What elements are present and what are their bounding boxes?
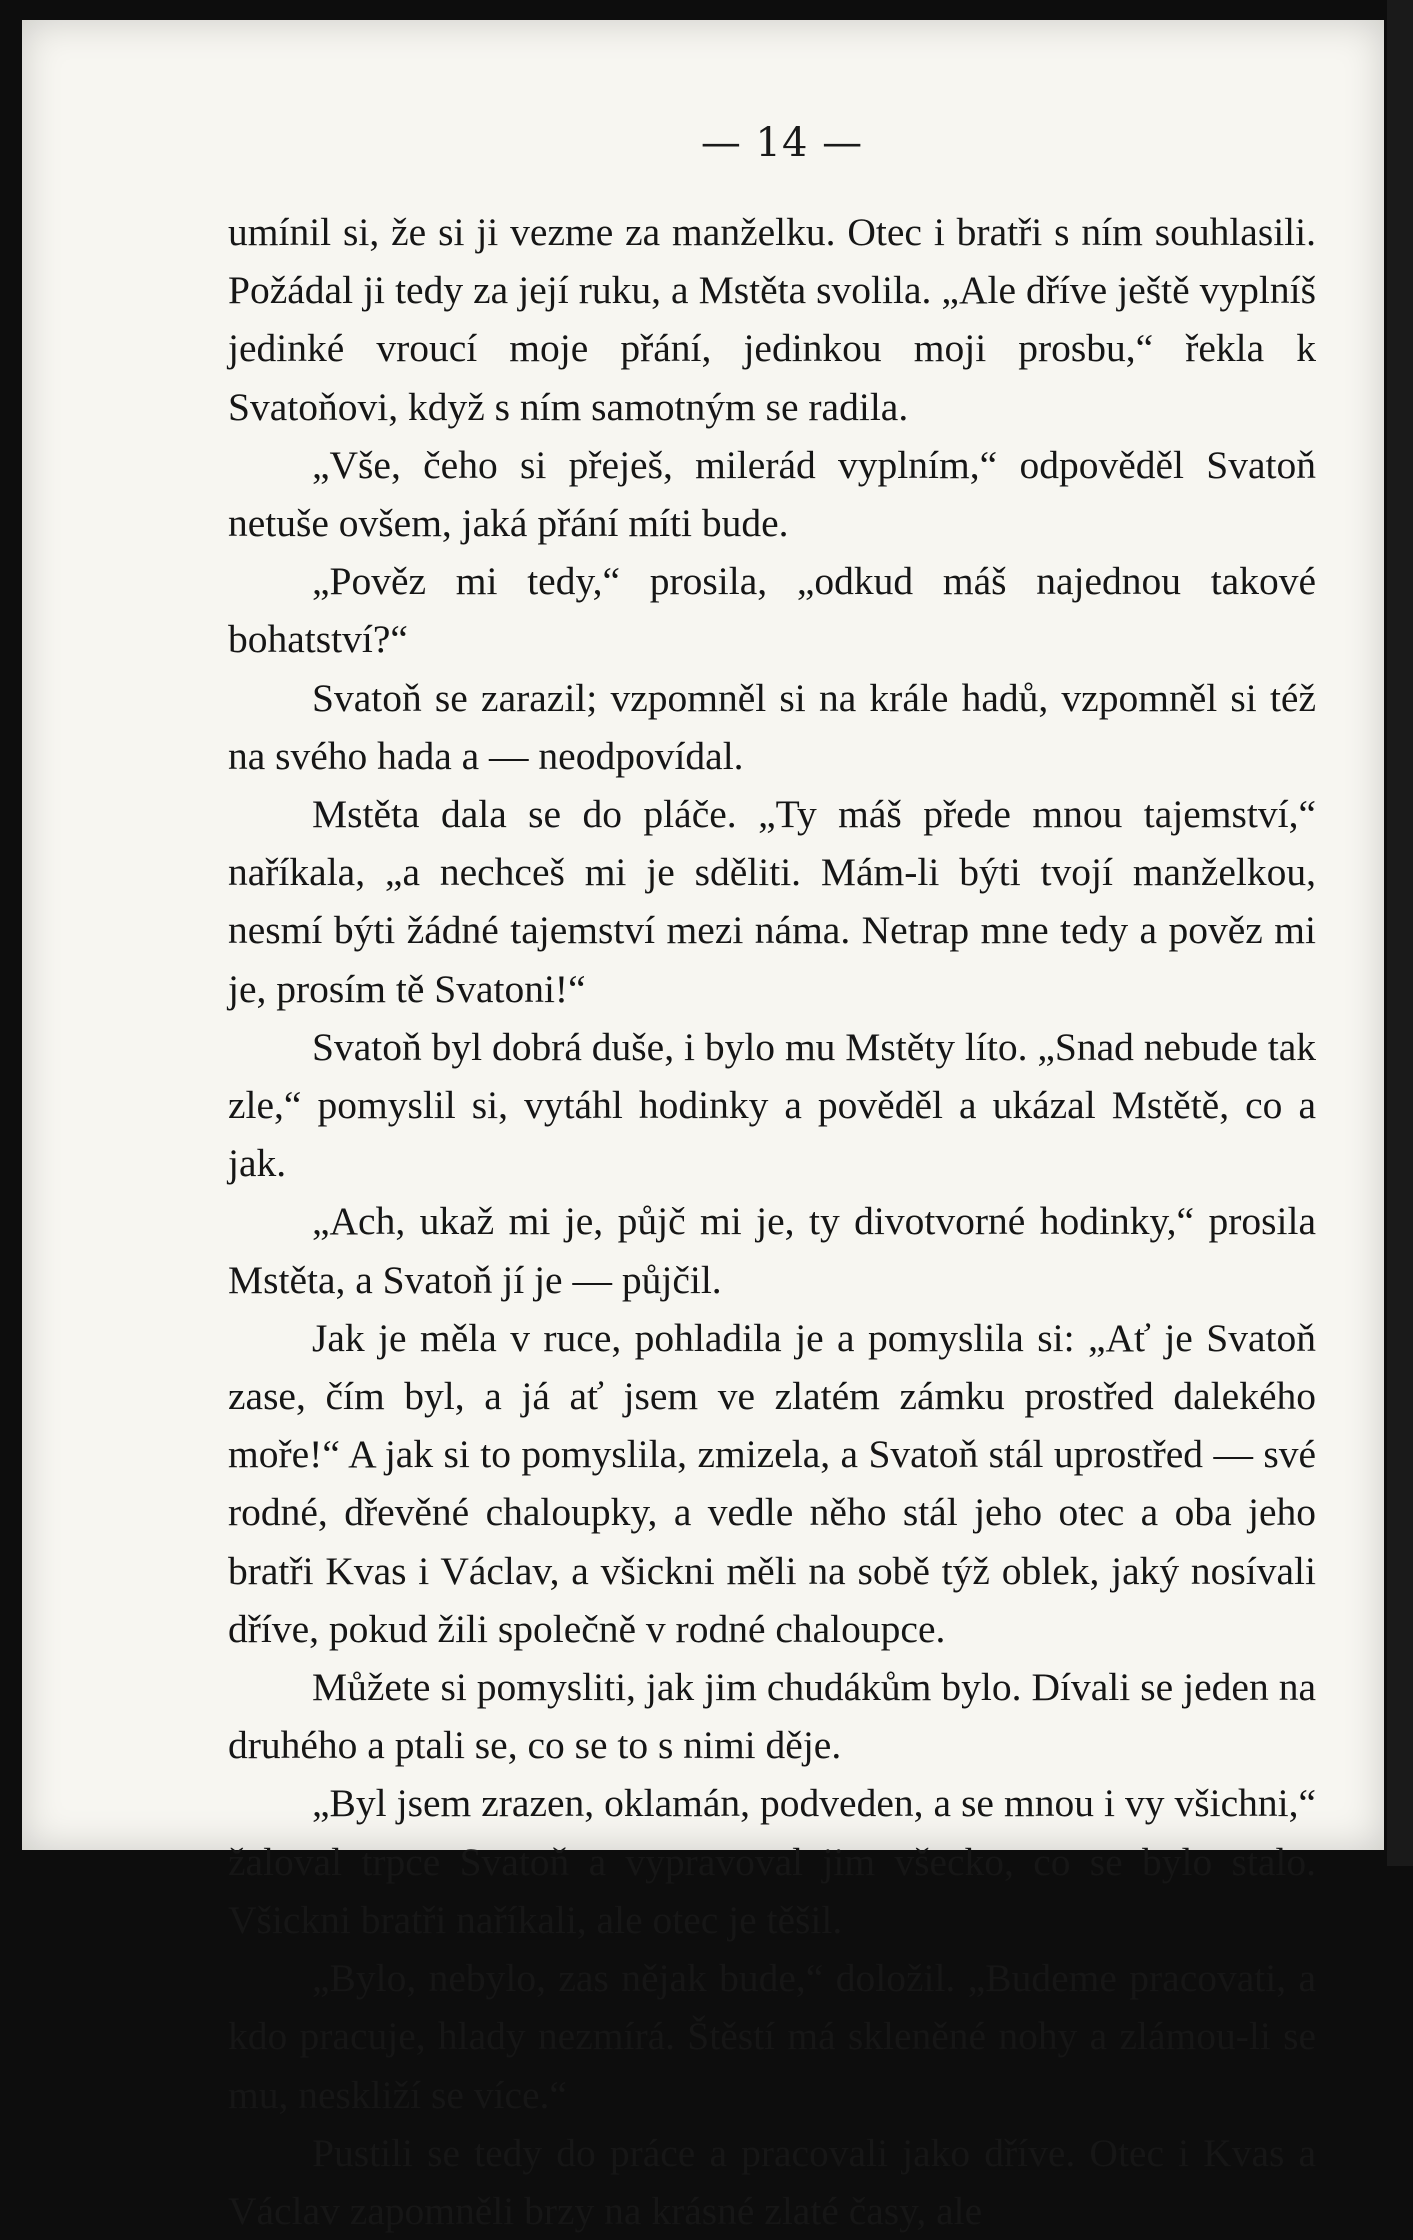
paragraph: Můžete si pomysliti, jak jim chudákům bylo. Dívali se jeden na druhého a ptali se, co se to s nimi děje. xyxy=(228,1665,1316,1768)
paragraph: „Byl jsem zrazen, oklamán, podveden, a se mnou i vy všichni,“ žaloval trpce Svatoň a vypravoval jim všecko, co se bylo stalo. Všickni bratři naříkali, ale otec je těšil. xyxy=(228,1781,1316,1942)
paragraph: „Vše, čeho si přeješ, milerád vyplním,“ odpověděl Svatoň netuše ovšem, jaká přání míti bude. xyxy=(228,442,1316,546)
paragraph: „Bylo, nebylo, zas nějak bude,“ doložil. „Budeme pracovati, a kdo pracuje, hlady nezmírá. Štěstí má skleněné nohy a zlámou-li se mu, neskliží se více.“ xyxy=(228,1956,1316,2117)
book-page xyxy=(22,20,1384,2233)
paragraph: Svatoň byl dobrá duše, i bylo mu Mstěty líto. „Snad nebude tak zle,“ pomyslil si, vytáhl hodinky a pověděl a ukázal Mstětě, co a jak. xyxy=(228,1024,1316,1186)
page-number: — 14 — xyxy=(700,120,864,166)
paragraph: umínil si, že si ji vezme za manželku. Otec i bratři s ním souhlasili. Požádal ji tedy za její ruku, a Mstěta svolila. „Ale dříve ještě vyplníš jedinké vroucí moje přání, jedinkou moji prosbu,“ řekla k Svatoňovi, když s ním samotným se radila. xyxy=(228,210,1316,429)
paragraph: Svatoň se zarazil; vzpomněl si na krále hadů, vzpomněl si též na svého hada a — neodpovídal. xyxy=(228,675,1316,778)
paragraph: „Pověz mi tedy,“ prosila, „odkud máš najednou takové bohatství?“ xyxy=(228,559,1316,662)
paragraph: Mstěta dala se do pláče. „Ty máš přede mnou tajemství,“ naříkala, „a nechceš mi je sděliti. Mám-li býti tvojí manželkou, nesmí býti žádné tajemství mezi náma. Netrap mne tedy a pověz mi je, prosím tě Svatoni!“ xyxy=(228,792,1316,1011)
paragraph: „Ach, ukaž mi je, půjč mi je, ty divotvorné hodinky,“ prosila Mstěta, a Svatoň jí je — půjčil. xyxy=(228,1199,1316,1302)
paragraph: Jak je měla v ruce, pohladila je a pomyslila si: „Ať je Svatoň zase, čím byl, a já ať jsem ve zlatém zámku prostřed dalekého moře!“ A jak si to pomyslila, zmizela, a Svatoň stál uprostřed — své rodné, dřevěné chaloupky, a vedle něho stál jeho otec a oba jeho bratři Kvas i Václav, a všickni měli na sobě týž oblek, jaký nosívali dříve, pokud žili společně v rodné chaloupce. xyxy=(228,1315,1316,1651)
body-text xyxy=(228,203,1316,2240)
scan-edge xyxy=(1387,0,1413,1866)
paragraph: Pustili se tedy do práce a pracovali jako dříve. Otec i Kvas a Václav zapomněli brzy na krásné zlaté časy, ale xyxy=(228,2130,1316,2233)
